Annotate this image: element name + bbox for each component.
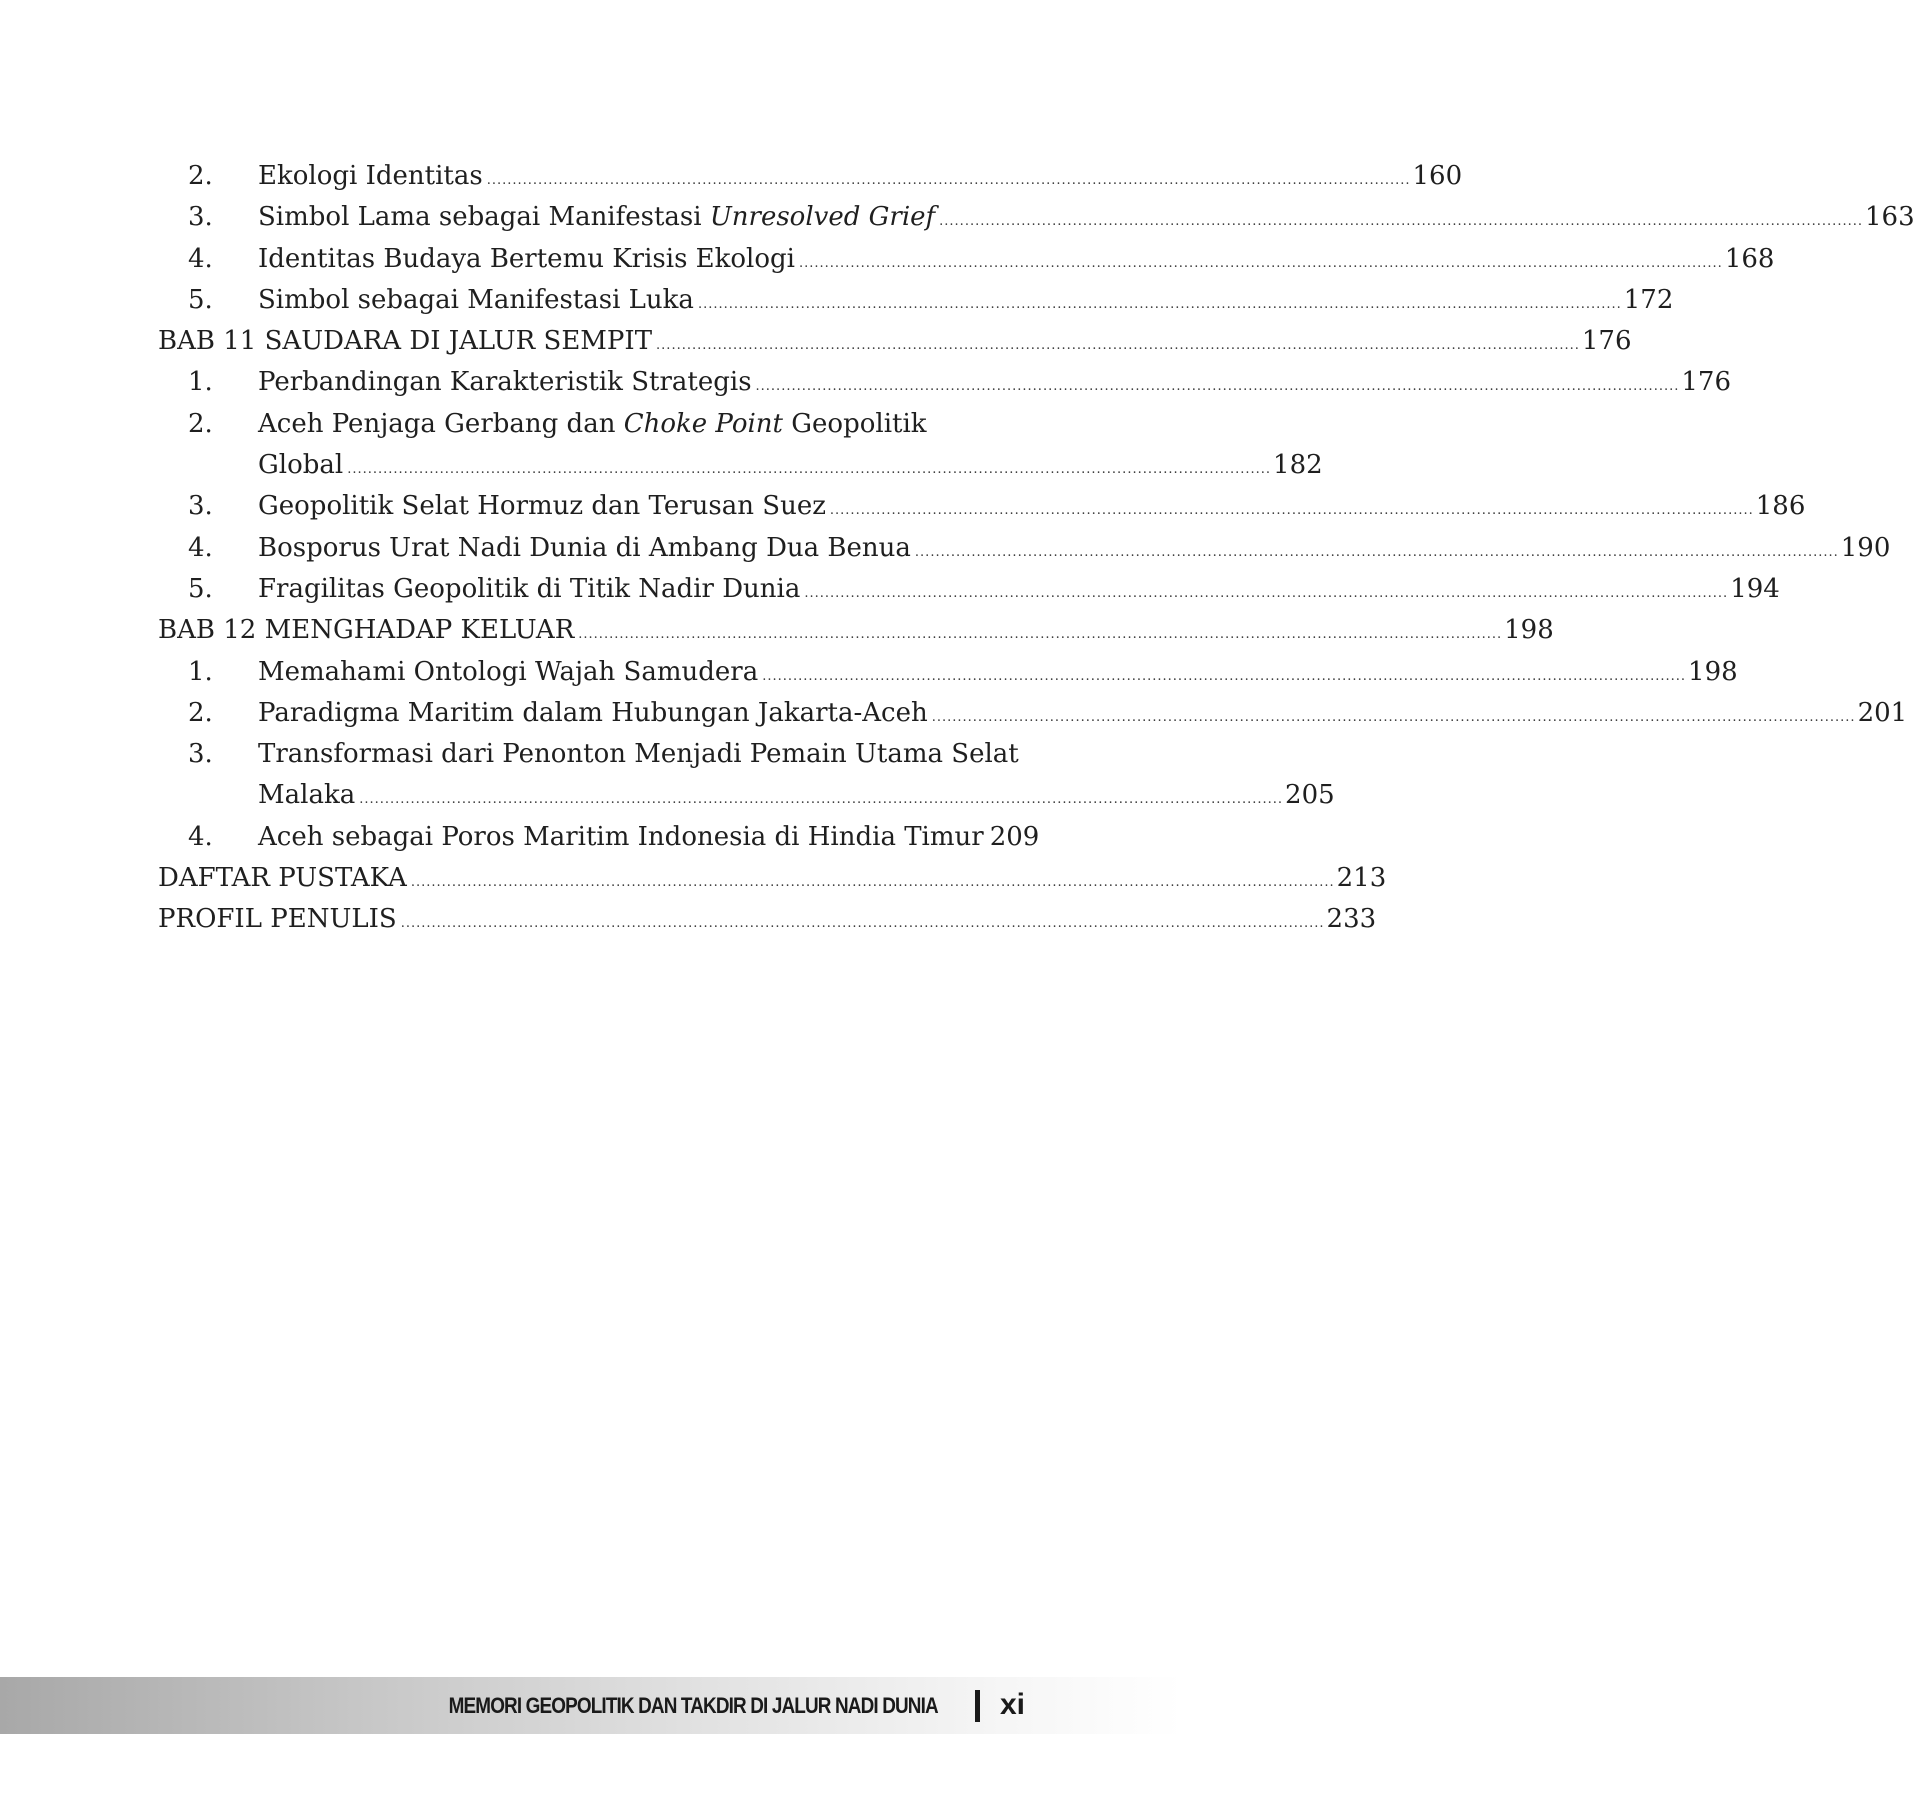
toc-entry-number: 4.	[188, 243, 213, 274]
toc-entry-title-text: Simbol Lama sebagai Manifestasi	[258, 202, 710, 233]
toc-entry-title: Paradigma Maritim dalam Hubungan Jakarta-Aceh	[258, 697, 928, 728]
leader-dots: ....................................................................................................................................................................................	[939, 214, 1863, 230]
toc-entry-page: 186	[1755, 491, 1806, 522]
toc-entry-continuation	[158, 445, 1323, 486]
toc-entry	[158, 404, 1024, 445]
toc-entry-title-text: Geopolitik	[783, 408, 927, 439]
leader-dots: ....................................................................................................................................................................................	[762, 668, 1687, 684]
toc-chapter-entry	[158, 321, 1632, 362]
toc-entry-page: 190	[1840, 532, 1891, 563]
table-of-contents	[158, 156, 1915, 941]
toc-entry-title: Bosporus Urat Nadi Dunia di Ambang Dua Benua	[258, 532, 911, 563]
toc-entry-number: 2.	[188, 408, 213, 439]
toc-entry-number: 4.	[188, 821, 213, 852]
toc-entry	[158, 652, 1738, 693]
leader-dots: ....................................................................................................................................................................................	[359, 792, 1284, 808]
toc-entry	[158, 817, 1040, 858]
leader-dots: ....................................................................................................................................................................................	[829, 503, 1754, 519]
toc-entry	[158, 239, 1775, 280]
toc-entry-title	[258, 197, 935, 238]
toc-entry-number: 2.	[188, 697, 213, 728]
toc-entry-title-text: Aceh Penjaga Gerbang dan	[258, 408, 624, 439]
toc-entry-number: 4.	[188, 532, 213, 563]
toc-entry-title-italic: Unresolved Grief	[709, 202, 936, 233]
leader-dots: ....................................................................................................................................................................................	[347, 462, 1272, 478]
toc-entry-page: 213	[1336, 863, 1387, 894]
toc-chapter-entry	[158, 610, 1554, 651]
toc-entry	[158, 486, 1806, 527]
leader-dots: ....................................................................................................................................................................................	[931, 709, 1856, 725]
toc-entry-continuation	[158, 775, 1335, 816]
toc-entry-page: 160	[1412, 161, 1463, 191]
toc-entry-page: 233	[1326, 904, 1377, 935]
toc-entry-page: 194	[1730, 573, 1780, 604]
toc-entry	[158, 734, 1024, 775]
toc-entry-title: Ekologi Identitas	[258, 161, 483, 191]
toc-chapter-title: BAB 11 SAUDARA DI JALUR SEMPIT	[158, 326, 653, 357]
toc-entry-number: 3.	[188, 739, 213, 770]
toc-entry-title-continued: Global	[258, 450, 344, 481]
toc-entry	[158, 569, 1780, 610]
toc-entry-page: 209	[989, 821, 1040, 852]
toc-entry-page: 172	[1623, 284, 1674, 315]
toc-entry	[158, 362, 1731, 403]
toc-entry-number: 1.	[188, 367, 213, 398]
toc-entry	[158, 197, 1915, 238]
footer-page-number: xi	[1000, 1688, 1026, 1721]
toc-entry-number: 5.	[188, 573, 213, 604]
leader-dots: ....................................................................................................................................................................................	[400, 916, 1325, 932]
toc-chapter-entry	[158, 899, 1377, 940]
toc-entry-page: 163	[1864, 202, 1915, 233]
footer-book-title: MEMORI GEOPOLITIK DAN TAKDIR DI JALUR NADI DUNIA	[448, 1693, 938, 1718]
toc-entry-page: 205	[1285, 780, 1335, 811]
toc-entry-page: 182	[1273, 450, 1323, 481]
toc-entry-number: 5.	[188, 284, 213, 315]
leader-dots: ....................................................................................................................................................................................	[799, 255, 1723, 271]
toc-entry-title: Transformasi dari Penonton Menjadi Pemain Utama Selat	[258, 739, 1019, 770]
toc-entry-title: Aceh sebagai Poros Maritim Indonesia di Hindia Timur	[258, 821, 984, 852]
footer-divider	[975, 1690, 980, 1722]
toc-chapter-title: PROFIL PENULIS	[158, 904, 397, 935]
leader-dots: ....................................................................................................................................................................................	[804, 585, 1729, 601]
toc-entry	[158, 156, 1463, 197]
leader-dots: ....................................................................................................................................................................................	[486, 173, 1411, 188]
toc-entry	[158, 693, 1908, 734]
leader-dots: ....................................................................................................................................................................................	[410, 875, 1335, 891]
toc-entry-page: 176	[1581, 326, 1632, 357]
toc-entry-page: 176	[1681, 367, 1731, 398]
toc-entry-page: 198	[1688, 656, 1738, 687]
toc-chapter-title: BAB 12 MENGHADAP KELUAR	[158, 615, 575, 646]
toc-entry-page: 201	[1857, 697, 1908, 728]
toc-entry-title: Simbol sebagai Manifestasi Luka	[258, 284, 694, 315]
toc-entry-title: Fragilitas Geopolitik di Titik Nadir Dunia	[258, 573, 801, 604]
toc-entry-page: 198	[1504, 615, 1554, 646]
toc-chapter-title: DAFTAR PUSTAKA	[158, 863, 407, 894]
toc-entry-title	[258, 404, 927, 445]
leader-dots: ....................................................................................................................................................................................	[656, 338, 1580, 354]
leader-dots: ....................................................................................................................................................................................	[914, 544, 1839, 560]
toc-entry-number: 2.	[188, 161, 213, 191]
leader-dots: ....................................................................................................................................................................................	[755, 379, 1680, 395]
toc-entry-title-italic: Choke Point	[623, 408, 784, 439]
toc-entry	[158, 528, 1891, 569]
toc-entry-page: 168	[1724, 243, 1775, 274]
toc-entry-title: Memahami Ontologi Wajah Samudera	[258, 656, 759, 687]
toc-entry-title-continued: Malaka	[258, 780, 356, 811]
toc-entry-number: 3.	[188, 491, 213, 522]
toc-entry-number: 1.	[188, 656, 213, 687]
toc-entry-number: 3.	[188, 202, 213, 233]
toc-entry	[158, 280, 1674, 321]
toc-entry-title: Geopolitik Selat Hormuz dan Terusan Suez	[258, 491, 826, 522]
toc-chapter-entry	[158, 858, 1387, 899]
toc-entry-title: Identitas Budaya Bertemu Krisis Ekologi	[258, 243, 795, 274]
leader-dots: ....................................................................................................................................................................................	[697, 296, 1622, 312]
toc-entry-title: Perbandingan Karakteristik Strategis	[258, 367, 752, 398]
leader-dots: ....................................................................................................................................................................................	[578, 627, 1503, 643]
